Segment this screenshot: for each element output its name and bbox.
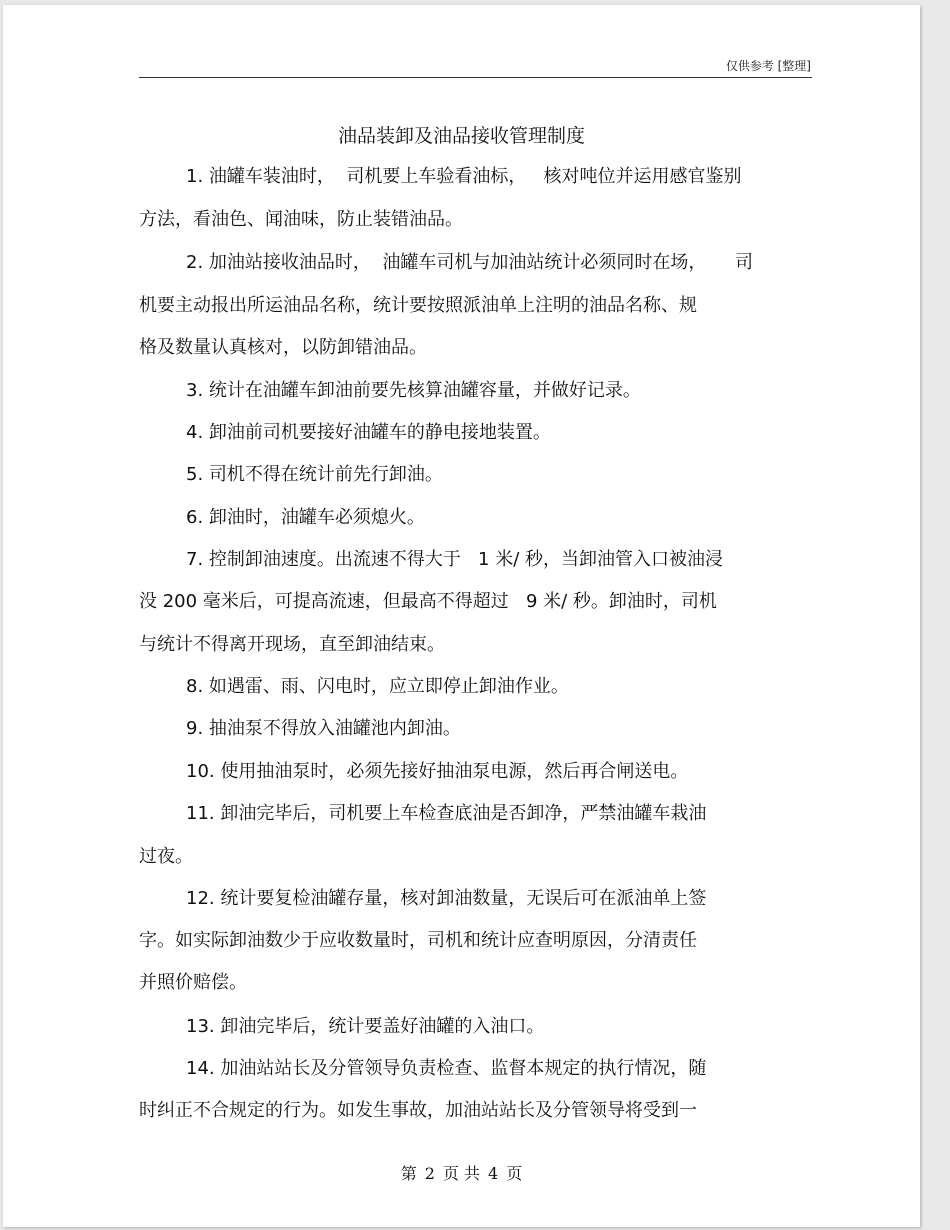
- text-line: 8. 如遇雷、雨、闪电时，应立即停止卸油作业。: [186, 676, 569, 697]
- text-line: 4. 卸油前司机要接好油罐车的静电接地装置。: [186, 422, 551, 443]
- header-rule: [139, 77, 812, 78]
- footer-total-pages: 4: [488, 1164, 499, 1183]
- text-line: 14. 加油站站长及分管领导负责检查、监督本规定的执行情况，随: [186, 1058, 707, 1079]
- text-line: 字。如实际卸油数少于应收数量时，司机和统计应查明原因，分清责任: [139, 930, 697, 951]
- footer-prefix: 第: [400, 1164, 417, 1183]
- text-line: 10. 使用抽油泵时，必须先接好抽油泵电源，然后再合闸送电。: [186, 761, 689, 782]
- text-line: 12. 统计要复检油罐存量，核对卸油数量，无误后可在派油单上签: [186, 888, 707, 909]
- text-line: 并照价赔偿。: [139, 972, 247, 993]
- text-line: 6. 卸油时，油罐车必须熄火。: [186, 507, 425, 528]
- footer-page-number: 2: [424, 1164, 435, 1183]
- text-line: 机要主动报出所运油品名称，统计要按照派油单上注明的油品名称、规: [139, 295, 697, 316]
- text-line: 5. 司机不得在统计前先行卸油。: [186, 464, 443, 485]
- text-line: 13. 卸油完毕后，统计要盖好油罐的入油口。: [186, 1016, 545, 1037]
- text-line: 格及数量认真核对，以防卸错油品。: [139, 337, 427, 358]
- footer-middle: 页 共: [442, 1164, 481, 1183]
- text-line: 没 200 毫米后，可提高流速，但最高不得超过 9 米/ 秒。卸油时，司机: [139, 591, 717, 612]
- document-page: [3, 5, 920, 1227]
- text-line: 2. 加油站接收油品时， 油罐车司机与加油站统计必须同时在场， 司: [186, 252, 753, 273]
- text-line: 1. 油罐车装油时， 司机要上车验看油标， 核对吨位并运用感官鉴别: [186, 166, 742, 187]
- text-line: 11. 卸油完毕后，司机要上车检查底油是否卸净，严禁油罐车栽油: [186, 803, 707, 824]
- document-title: 油品装卸及油品接收管理制度: [337, 125, 585, 147]
- page-footer: [3, 1161, 920, 1184]
- header-tag: 仅供参考 [整理]: [725, 59, 811, 73]
- text-line: 时纠正不合规定的行为。如发生事故，加油站站长及分管领导将受到一: [139, 1100, 697, 1121]
- text-line: 与统计不得离开现场，直至卸油结束。: [139, 634, 445, 655]
- text-line: 3. 统计在油罐车卸油前要先核算油罐容量，并做好记录。: [186, 380, 641, 401]
- text-line: 方法，看油色、闻油味，防止装错油品。: [139, 209, 463, 230]
- text-line: 9. 抽油泵不得放入油罐池内卸油。: [186, 718, 461, 739]
- footer-suffix: 页: [506, 1164, 523, 1183]
- text-line: 过夜。: [139, 846, 193, 867]
- text-line: 7. 控制卸油速度。出流速不得大于 1 米/ 秒，当卸油管入口被油浸: [186, 549, 724, 570]
